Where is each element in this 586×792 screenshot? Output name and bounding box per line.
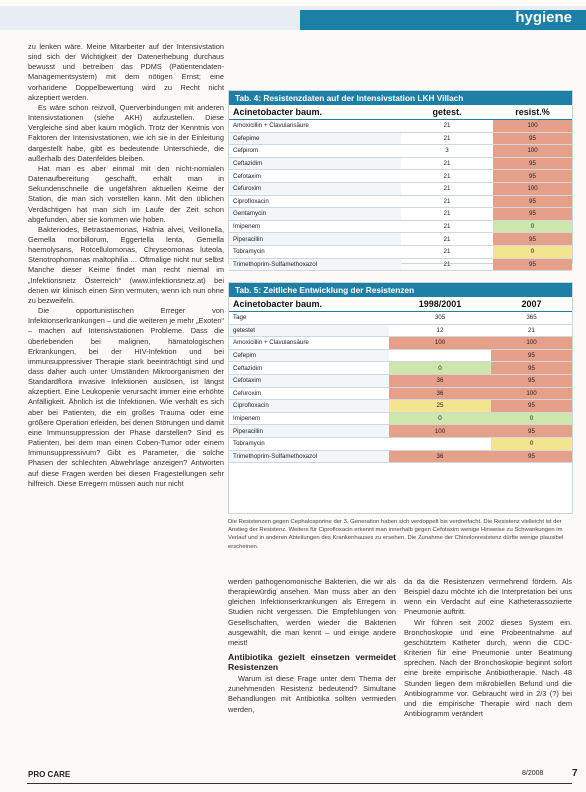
table-cell-a: 36 [389, 374, 491, 387]
table-cell-tested: 21 [401, 220, 493, 233]
right-text-column [404, 577, 572, 777]
table-row [229, 450, 572, 463]
table-5-caption: Die Resistenzen gegen Cephalosporine der 3. Generation haben sich verdoppelt bis verdreifacht. Die Resistenz vielleicht ist der Anstieg der Resistenz. Weiters für Ciprofloxacin erkennt man innerhalb gegen Cefotaxim wenige Hinweise zu Schwankungen im Verlauf und in anderen Abteilungen des Krankenhauses zu ersehen. Die Zunahme der Chinolonresistenz dürfte wenige plausibel erscheinen. [228, 519, 564, 550]
table-cell-a: 12 [389, 324, 491, 337]
table-row [229, 120, 572, 133]
table-row [229, 245, 572, 258]
table-cell-b: 100 [491, 387, 572, 400]
paragraph: Wir führen seit 2002 dieses System ein. Bronchoskopie und eine Probeentnahme auf geschütztem Katheter durch, wenn die CDC-Kriterien für eine Pneumonie unter Beatmung sprechen. Nach der Bronchoskopie beginnt sofort eine breite empirische Antibiotherapie. Nach 48 Stunden liegen dem mikrobiellen Befund und die Antibiogramme vor. Gebraucht wird in 2/3 (?) bei und die empirische Therapie wird nach dem Antibiogramm verändert [404, 617, 572, 719]
table-cell-name: Ceftazidim [229, 157, 401, 170]
table-cell-tested: 21 [401, 195, 493, 208]
table-cell-name: Cefpirom [229, 145, 401, 158]
table-cell-resist: 100 [493, 182, 572, 195]
table-cell-name: Piperacillin [229, 425, 389, 438]
table-5-col-period-1: 1998/2001 [389, 297, 491, 312]
table-cell-tested: 21 [401, 120, 493, 133]
table-cell-tested: 21 [401, 170, 493, 183]
table-row [229, 387, 572, 400]
table-cell-b: 0 [491, 412, 572, 425]
table-row [229, 374, 572, 387]
left-text-column [28, 42, 224, 777]
table-cell-tested: 21 [401, 157, 493, 170]
table-cell-resist: 100 [493, 120, 572, 133]
table-cell-name: Amoxicillin + Clavulansäure [229, 120, 401, 133]
table-4-col-tested: getest. [401, 105, 493, 120]
table-5-title: Tab. 5: Zeitliche Entwicklung der Resistenzen [229, 283, 572, 297]
table-4-col-resist: resist.% [493, 105, 572, 120]
paragraph: Bakteriodes, Betrastaemonas, Hafnia alvei, Veillonella, Gemella morbillorum, Eggertella lenta, Gemella haemolysans, Rotcellulomonas, Chryseomonas luteola, Stenotrophomonas maltophilia ... Oftmalige nicht nur selbst Manche dieser Keime findet man recht niemal im „Infektionsnetz Österreich“ (www.infektionsnetz.at) bei denen wir klinisch einen Sinn vermuten, wenn ich nun ohne zu bezweifeln. [28, 224, 224, 305]
table-cell-a: 36 [389, 450, 491, 463]
table-row [229, 312, 572, 325]
table-row [229, 437, 572, 450]
table-row [229, 337, 572, 350]
footer-issue: 8/2008 [522, 770, 544, 777]
section-title: hygiene [515, 9, 572, 26]
table-row [229, 362, 572, 375]
page-number: 7 [572, 768, 578, 779]
table-cell-name: Ceftazidim [229, 362, 389, 375]
table-5-col-period-2: 2007 [491, 297, 572, 312]
table-cell-tested: 21 [401, 208, 493, 221]
table-cell-resist: 95 [493, 132, 572, 145]
table-cell-a: 0 [389, 362, 491, 375]
table-cell-name: Tage [229, 312, 389, 325]
table-row [229, 412, 572, 425]
table-row [229, 132, 572, 145]
table-cell-tested: 3 [401, 145, 493, 158]
table-cell-tested: 21 [401, 245, 493, 258]
table-5 [228, 282, 573, 514]
table-row [229, 349, 572, 362]
table-row [229, 195, 572, 208]
table-cell-name: Cefuroxim [229, 182, 401, 195]
middle-text-column [228, 577, 396, 777]
header-bar [0, 0, 586, 30]
table-cell-name: Imipenem [229, 220, 401, 233]
footer-magazine-name: PRO CARE [28, 770, 71, 779]
table-cell-b: 365 [491, 312, 572, 325]
paragraph: werden pathogenomonische Bakterien, die wir als therapiewürdig ansehen. Man muss aber an den gleichen Infektionserkrankungen als Erregern in Studien nicht vergessen. Die Empfehlungen von Gesellschaften, werden wieder die Bakterien ausgewählt, die man kennt – und einige andere meist! [228, 577, 396, 647]
table-cell-b: 95 [491, 374, 572, 387]
table-4-col-organism: Acinetobacter baum. [229, 105, 401, 120]
table-cell-name: Gentamycin [229, 208, 401, 221]
paragraph: da da die Resistenzen vermehrend fördern. Als Beispiel dazu möchte ich die Interpretation bei uns wenn ein Verdacht auf eine Katheterassoziierte Pneumonie auftritt. [404, 577, 572, 617]
table-cell-name: Cefotaxim [229, 374, 389, 387]
table-cell-name: Cefotaxim [229, 170, 401, 183]
table-row [229, 182, 572, 195]
table-cell-name: Tobramycin [229, 245, 401, 258]
table-row [229, 258, 572, 271]
paragraph: Hat man es aber einmal mit den nicht-nomialen Datenaufbereitung geschafft, erhält man in Sekundenschnelle die ungefähren aktuellen Keime der Station, die man sich vorstellen kann. Mit den üblichen Verdächtigen hat man sich im Laufe der Zeit schon abgefunden, aber sie kommen wie hoben. [28, 163, 224, 224]
table-cell-name: Tobramycin [229, 437, 389, 450]
table-cell-a: 100 [389, 337, 491, 350]
table-row [229, 220, 572, 233]
table-cell-b: 95 [491, 450, 572, 463]
table-cell-name: Cefepime [229, 132, 401, 145]
table-5-col-organism: Acinetobacter baum. [229, 297, 389, 312]
table-cell-b: 95 [491, 400, 572, 413]
table-row [229, 145, 572, 158]
table-cell-a: 100 [389, 425, 491, 438]
section-heading: Antibiotika gezielt einsetzen vermeidet Resistenzen [228, 652, 396, 673]
table-cell-name: Imipenem [229, 412, 389, 425]
table-cell-name: Ciprofloxacin [229, 400, 389, 413]
table-4 [228, 90, 573, 268]
table-cell-name: Trimethoprim-Sulfamethoxazol [229, 258, 401, 271]
table-cell-resist: 0 [493, 245, 572, 258]
table-row [229, 233, 572, 246]
table-cell-b: 0 [491, 437, 572, 450]
table-cell-resist: 95 [493, 258, 572, 271]
table-row [229, 425, 572, 438]
table-cell-a: 305 [389, 312, 491, 325]
table-cell-tested: 21 [401, 132, 493, 145]
table-cell-resist: 95 [493, 157, 572, 170]
table-cell-tested: 21 [401, 233, 493, 246]
table-cell-resist: 95 [493, 233, 572, 246]
table-cell-resist: 95 [493, 170, 572, 183]
table-4-header-row [229, 105, 572, 120]
table-4-title: Tab. 4: Resistenzdaten auf der Intensivstation LKH Villach [229, 91, 572, 105]
table-cell-resist: 95 [493, 208, 572, 221]
table-cell-name: getestet [229, 324, 389, 337]
table-cell-name: Cefepim [229, 349, 389, 362]
table-cell-resist: 100 [493, 145, 572, 158]
paragraph: Es wäre schon reizvoll, Querverbindungen mit anderen Intensivstationen (siehe AKH) aufzustellen. Diese Vergleiche sind aber kaum möglich. Trotz der Kenntnis von Faktoren der Intensivstationen, wie ich sie in der Einleitung dargestellt habe, gibt es bedeutende Unterschiede, die außerhalb des Datenfeldes bleiben. [28, 102, 224, 163]
table-cell-tested: 21 [401, 182, 493, 195]
table-cell-a: 0 [389, 412, 491, 425]
table-row [229, 208, 572, 221]
table-row [229, 170, 572, 183]
table-cell-b: 100 [491, 337, 572, 350]
table-cell-b: 95 [491, 362, 572, 375]
table-cell-b: 95 [491, 349, 572, 362]
table-cell-b: 95 [491, 425, 572, 438]
paragraph: zu lenken wäre. Meine Mitarbeiter auf der Intensivstation sind sich der Wichtigkeit der Datenerhebung durchaus bewusst und betreiben das PDMS (Patientendaten-Managementsystem) mit dem nötigen Ernst; eine vorhandene Doppelbewertung wird zu Recht nicht akzeptiert werden. [28, 42, 224, 102]
table-row [229, 400, 572, 413]
table-cell-name: Trimethoprim-Sulfamethoxazol [229, 450, 389, 463]
table-cell-a [389, 349, 491, 362]
table-cell-name: Cefuroxim [229, 387, 389, 400]
paragraph: Warum ist diese Frage unter dem Thema der zunehmenden Resistenz bedeutend? Simultane Behandlungen mit Antibiotika sollten vermieden werden, [228, 674, 396, 714]
table-cell-a [389, 437, 491, 450]
table-cell-name: Amoxicillin + Clavulansäure [229, 337, 389, 350]
table-cell-resist: 0 [493, 220, 572, 233]
table-cell-name: Ciprofloxacin [229, 195, 401, 208]
table-cell-b: 21 [491, 324, 572, 337]
table-cell-a: 25 [389, 400, 491, 413]
table-5-header-row [229, 297, 572, 312]
table-row [229, 324, 572, 337]
table-cell-name: Piperacillin [229, 233, 401, 246]
table-cell-tested: 21 [401, 258, 493, 271]
footer-rule [27, 783, 572, 784]
table-cell-resist: 95 [493, 195, 572, 208]
table-row [229, 157, 572, 170]
paragraph: Die opportunistischen Erreger von Infektionserkrankungen – und die weiteren je mehr „Exoten“ – machen auf Intensivstationen Probleme. Dass die überlebenden bei malignen, hämatologischen Erkrankungen, bei der HIV-Infektion und bei immunsuppressiver Therapie stark beeinträchtigt sind und dass daher auch unter Umständen Mikroorganismen der Standardflora invasive Infektionen auslösen, ist längst akzeptiert. Eine Leukopenie verursacht immer eine erhöhte Anfälligkeit. Ähnlich ist die Infektionen. Wie verhält es sich aber bei Patienten, die ein großes Trauma oder eine größere Operation erleiden, bei denen Störungen und damit eine Immunsuppression der Phase darstellen? Sind es Patienten, bei dem man einen Coben-Tumor oder einem Immunsuppressivum? Gibt es Parameter, die solche Phasen der schlechten Abwehrlage anzeigen? Antworten auf diese Fragen werden bei diesen Fragestellungen sehr hilfreich. Diese Erregern müssen auch nur nicht [28, 306, 224, 488]
table-cell-a: 36 [389, 387, 491, 400]
